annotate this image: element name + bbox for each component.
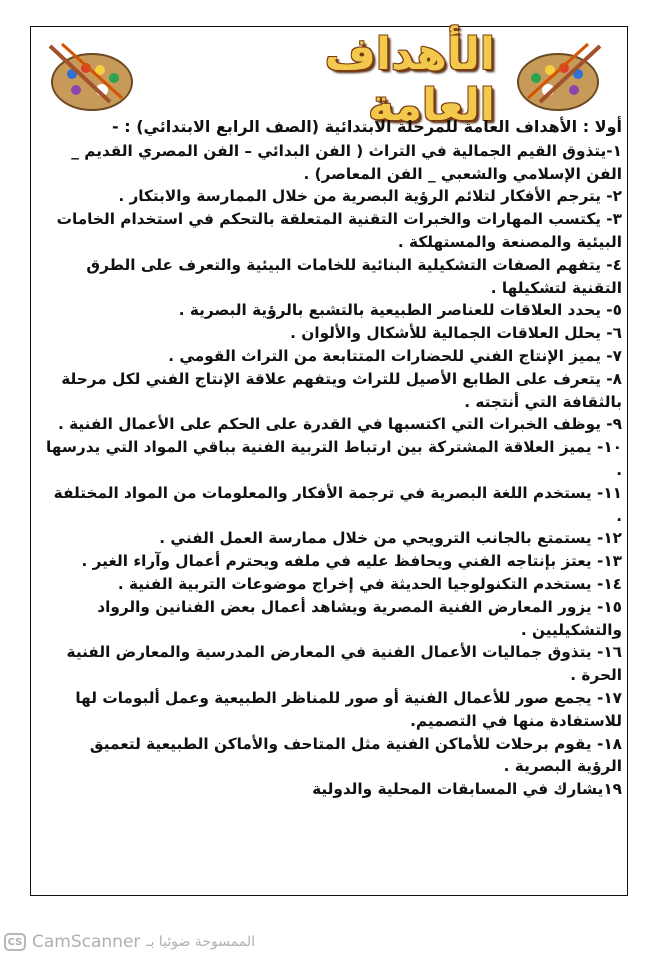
objective-item: ٨- يتعرف على الطابع الأصيل للتراث ويتفهم علاقة الإنتاج الفني لكل مرحلة بالثقافة التي أنتجته . — [61, 369, 622, 411]
watermark-brand: CamScanner — [32, 932, 141, 952]
watermark-arabic: الممسوحة ضوئيا بـ — [146, 934, 256, 950]
objective-item: ١٢- يستمتع بالجانب الترويحي من خلال ممارسة العمل الفني . — [159, 529, 622, 548]
objective-item: ١٦- يتذوق جماليات الأعمال الفنية في المعارض المدرسية والمعارض الفنية الحرة . — [66, 643, 622, 685]
objective-item: ٤- يتفهم الصفات التشكيلية البنائية للخامات البيئية والتعرف على الطرق التقنية لتشكيلها . — [86, 255, 622, 297]
scanner-watermark — [4, 928, 255, 956]
objective-item: ١٠- يميز العلاقة المشتركة بين ارتباط التربية الفنية بباقي المواد التي يدرسها . — [46, 438, 622, 479]
objective-item: ٦- يحلل العلاقات الجمالية للأشكال والألوان . — [290, 324, 622, 343]
objective-item: ١٩يشارك في المسابقات المحلية والدولية — [312, 780, 622, 799]
objective-item: ١٧- يجمع صور للأعمال الفنية أو صور للمناظر الطبيعية وعمل ألبومات لها للاستفادة منها في التصميم. — [75, 688, 622, 730]
title-banner — [225, 29, 495, 131]
objective-item: ١٥- يزور المعارض الفنية المصرية ويشاهد أعمال بعض الفنانين والرواد والتشكيليين . — [97, 597, 622, 639]
objective-item: ١٨- يقوم برحلات للأماكن الفنية مثل المتاحف والأماكن الطبيعية لتعميق الرؤية البصرية . — [89, 734, 622, 776]
objective-item: ٢- يترجم الأفكار لتلائم الرؤية البصرية من خلال الممارسة والابتكار . — [118, 187, 622, 206]
camscanner-logo-icon: CS — [4, 933, 26, 951]
page-title: الأهداف العامة — [324, 29, 495, 131]
objective-item: ٧- يميز الإنتاج الفني للحضارات المتتابعة من التراث القومي . — [168, 346, 622, 365]
paint-palette-icon — [42, 40, 140, 114]
objective-item: ١١- يستخدم اللغة البصرية في ترجمة الأفكار والمعلومات من المواد المختلفة . — [53, 483, 622, 525]
objective-item: ٥- يحدد العلاقات للعناصر الطبيعية بالتشبع بالرؤية البصرية . — [178, 301, 622, 320]
objective-item: ١-يتذوق القيم الجمالية في التراث ( الفن البدائي – الفن المصري القديم _ الفن الإسلامي والشعبي _ الفن المعاصر) . — [71, 141, 622, 183]
section-heading: أولا : الأهداف العامة للمرحلة الابتدائية (الصف الرابع الابتدائي) : - — [112, 117, 622, 136]
paint-palette-icon — [510, 40, 608, 114]
objective-item: ١٤- يستخدم التكنولوجيا الحديثة في إخراج موضوعات التربية الفنية . — [117, 574, 622, 593]
objectives-content — [44, 116, 622, 801]
objective-item: ٣- يكتسب المهارات والخبرات التقنية المتعلقة بالتحكم في استخدام الخامات البيئية والمصنعة والمستهلكة . — [56, 210, 622, 251]
objective-item: ٩- يوظف الخبرات التي اكتسبها في القدرة على الحكم على الأعمال الفنية . — [57, 415, 622, 434]
objective-item: ١٣- يعتز بإنتاجه الفني ويحافظ عليه في ملفه ويحترم أعمال وآراء الغير . — [81, 552, 622, 571]
